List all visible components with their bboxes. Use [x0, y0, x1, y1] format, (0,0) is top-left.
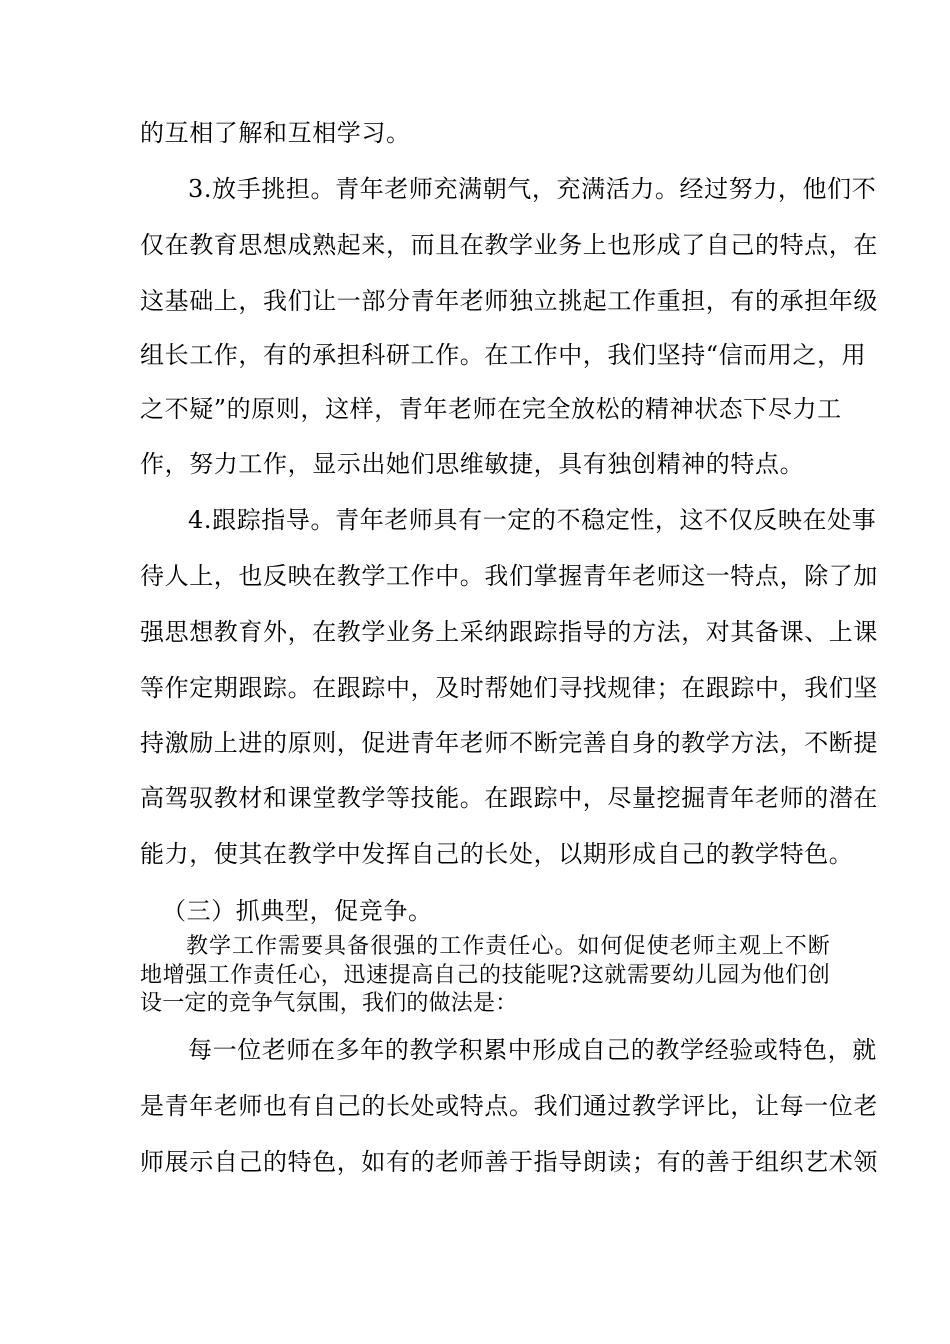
- text-line-10: 强思想教育外，在教学业务上采纳跟踪指导的方法，对其备课、上课: [140, 618, 878, 646]
- text-line-13: 高驾驭教材和课堂教学等技能。在跟踪中，尽量挖掘青年老师的潜在: [140, 784, 878, 812]
- text-line-18: 设一定的竞争气氛围，我们的做法是：: [140, 991, 518, 1016]
- text-line-19: 每一位老师在多年的教学积累中形成自己的教学经验或特色，就: [188, 1036, 877, 1064]
- section-heading: （三）抓典型，促竞争。: [162, 897, 433, 925]
- text-line-16: 教学工作需要具备很强的工作责任心。如何促使老师主观上不断: [186, 934, 830, 959]
- text-line-6: 之不疑”的原则，这样，青年老师在完全放松的精神状态下尽力工: [140, 395, 842, 423]
- text-line-11: 等作定期跟踪。在跟踪中，及时帮她们寻找规律；在跟踪中，我们坚: [140, 674, 878, 702]
- text-line-14: 能力，使其在教学中发挥自己的长处，以期形成自己的教学特色。: [140, 840, 854, 868]
- text-line-5: 组长工作，有的承担科研工作。在工作中，我们坚持“信而用之，用: [140, 341, 867, 369]
- text-line-3: 仅在教育思想成熟起来，而且在教学业务上也形成了自己的特点，在: [140, 231, 878, 259]
- text-line-20: 是青年老师也有自己的长处或特点。我们通过教学评比，让每一位老: [140, 1092, 878, 1120]
- text-line-9: 待人上，也反映在教学工作中。我们掌握青年老师这一特点，除了加: [140, 562, 878, 590]
- text-line-17: 地增强工作责任心，迅速提高自己的技能呢?这就需要幼儿园为他们创: [140, 963, 830, 988]
- text-line-2: 3.放手挑担。青年老师充满朝气，充满活力。经过努力，他们不: [188, 175, 877, 203]
- text-line-8: 4.跟踪指导。青年老师具有一定的不稳定性，这不仅反映在处事: [188, 506, 877, 534]
- text-line-12: 持激励上进的原则，促进青年老师不断完善自身的教学方法，不断提: [140, 729, 878, 757]
- text-line-1: 的互相了解和互相学习。: [140, 119, 411, 147]
- text-line-21: 师展示自己的特色，如有的老师善于指导朗读；有的善于组织艺术领: [140, 1148, 878, 1176]
- text-line-7: 作，努力工作，显示出她们思维敏捷，具有独创精神的特点。: [140, 450, 805, 478]
- text-line-4: 这基础上，我们让一部分青年老师独立挑起工作重担，有的承担年级: [140, 287, 878, 315]
